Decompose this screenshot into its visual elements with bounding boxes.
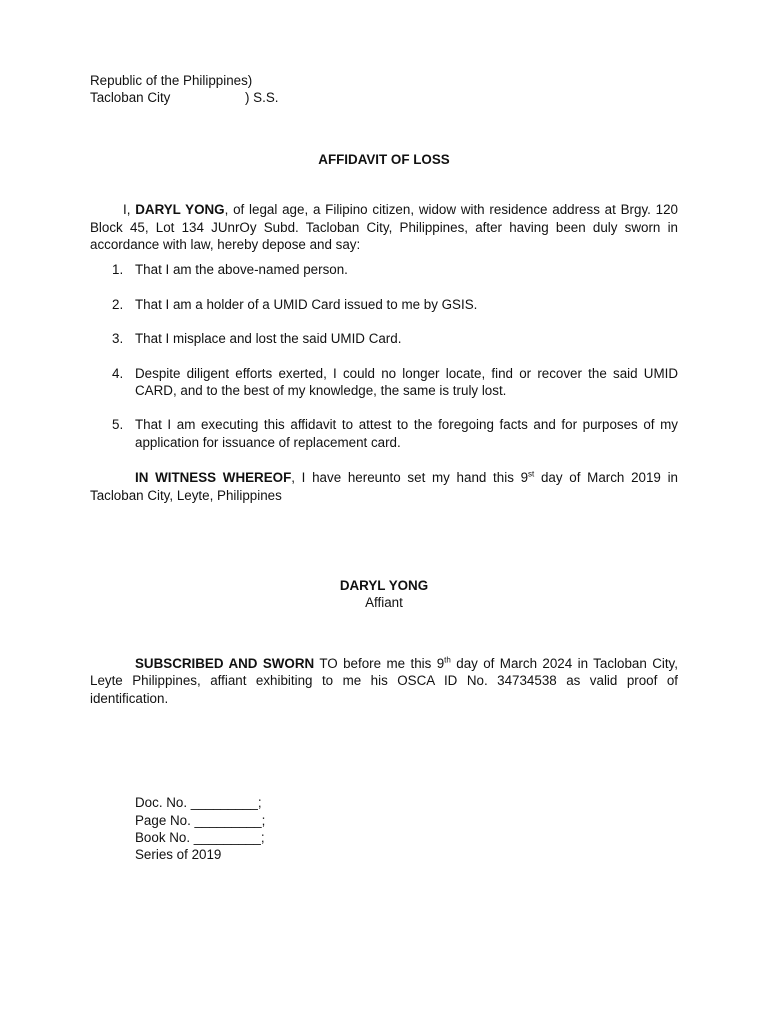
jurat-paragraph [90, 655, 678, 707]
witness-text-1: , I have hereunto set my hand this 9 [291, 470, 529, 486]
list-item [90, 416, 678, 451]
venue-country: Republic of the Philippines) [90, 73, 253, 88]
witness-text-2: day of March 2019 in Tacloban City, Leyte, Philippines [90, 470, 678, 503]
series-year: Series of 2019 [135, 847, 222, 863]
item-text: That I am executing this affidavit to attest to the foregoing facts and for purposes of my application for issuance of replacement card. [135, 417, 678, 450]
item-number: 2. [112, 296, 124, 312]
intro-paragraph [90, 201, 678, 253]
doc-number: Doc. No. _________; [135, 795, 262, 811]
item-text: That I am a holder of a UMID Card issued to me by GSIS. [135, 296, 478, 312]
jurat-text-1: TO before me this 9 [314, 655, 445, 671]
signature-role: Affiant [365, 595, 403, 611]
witness-paragraph [90, 469, 678, 504]
jurat-lead: SUBSCRIBED AND SWORN [135, 655, 315, 671]
document-title: AFFIDAVIT OF LOSS [318, 151, 450, 167]
witness-ordinal: st [528, 469, 535, 479]
venue-city: Tacloban City [90, 90, 171, 106]
intro-prefix: I, [123, 202, 136, 218]
list-item [90, 296, 678, 313]
item-number: 3. [112, 331, 124, 347]
intro-text: , of legal age, a Filipino citizen, widow with residence address at Brgy. 120 Block 45, Lot 134 JUnrOy Subd. Tacloban City, Philippines, after having been duly sworn in accordance with law, hereby depose and say: [90, 202, 678, 252]
witness-lead: IN WITNESS WHEREOF [135, 470, 292, 486]
jurat-ordinal: th [444, 655, 451, 665]
list-item [90, 330, 678, 347]
item-number: 4. [112, 365, 124, 381]
affidavit-page [90, 72, 678, 864]
jurat-text-2: day of March 2024 in Tacloban City, Leyte Philippines, affiant exhibiting to me his OSCA ID No. 34734538 as valid proof of identification. [90, 655, 678, 706]
signature-block [90, 577, 678, 612]
item-text: That I misplace and lost the said UMID Card. [135, 331, 402, 347]
affiant-name: DARYL YONG [135, 202, 225, 218]
item-text: Despite diligent efforts exerted, I could no longer locate, find or recover the said UMID CARD, and to the best of my knowledge, the same is truly lost. [135, 365, 678, 399]
list-item [90, 261, 678, 278]
item-number: 5. [112, 417, 124, 433]
venue-block [90, 72, 678, 107]
item-text: That I am the above-named person. [135, 262, 348, 278]
page-number: Page No. _________; [135, 812, 266, 828]
list-item [90, 365, 678, 400]
venue-ss: ) S.S. [245, 90, 279, 106]
item-number: 1. [112, 262, 124, 278]
notarial-register [90, 794, 678, 864]
signature-name: DARYL YONG [339, 578, 429, 594]
statement-list [90, 261, 678, 451]
book-number: Book No. _________; [135, 829, 265, 845]
